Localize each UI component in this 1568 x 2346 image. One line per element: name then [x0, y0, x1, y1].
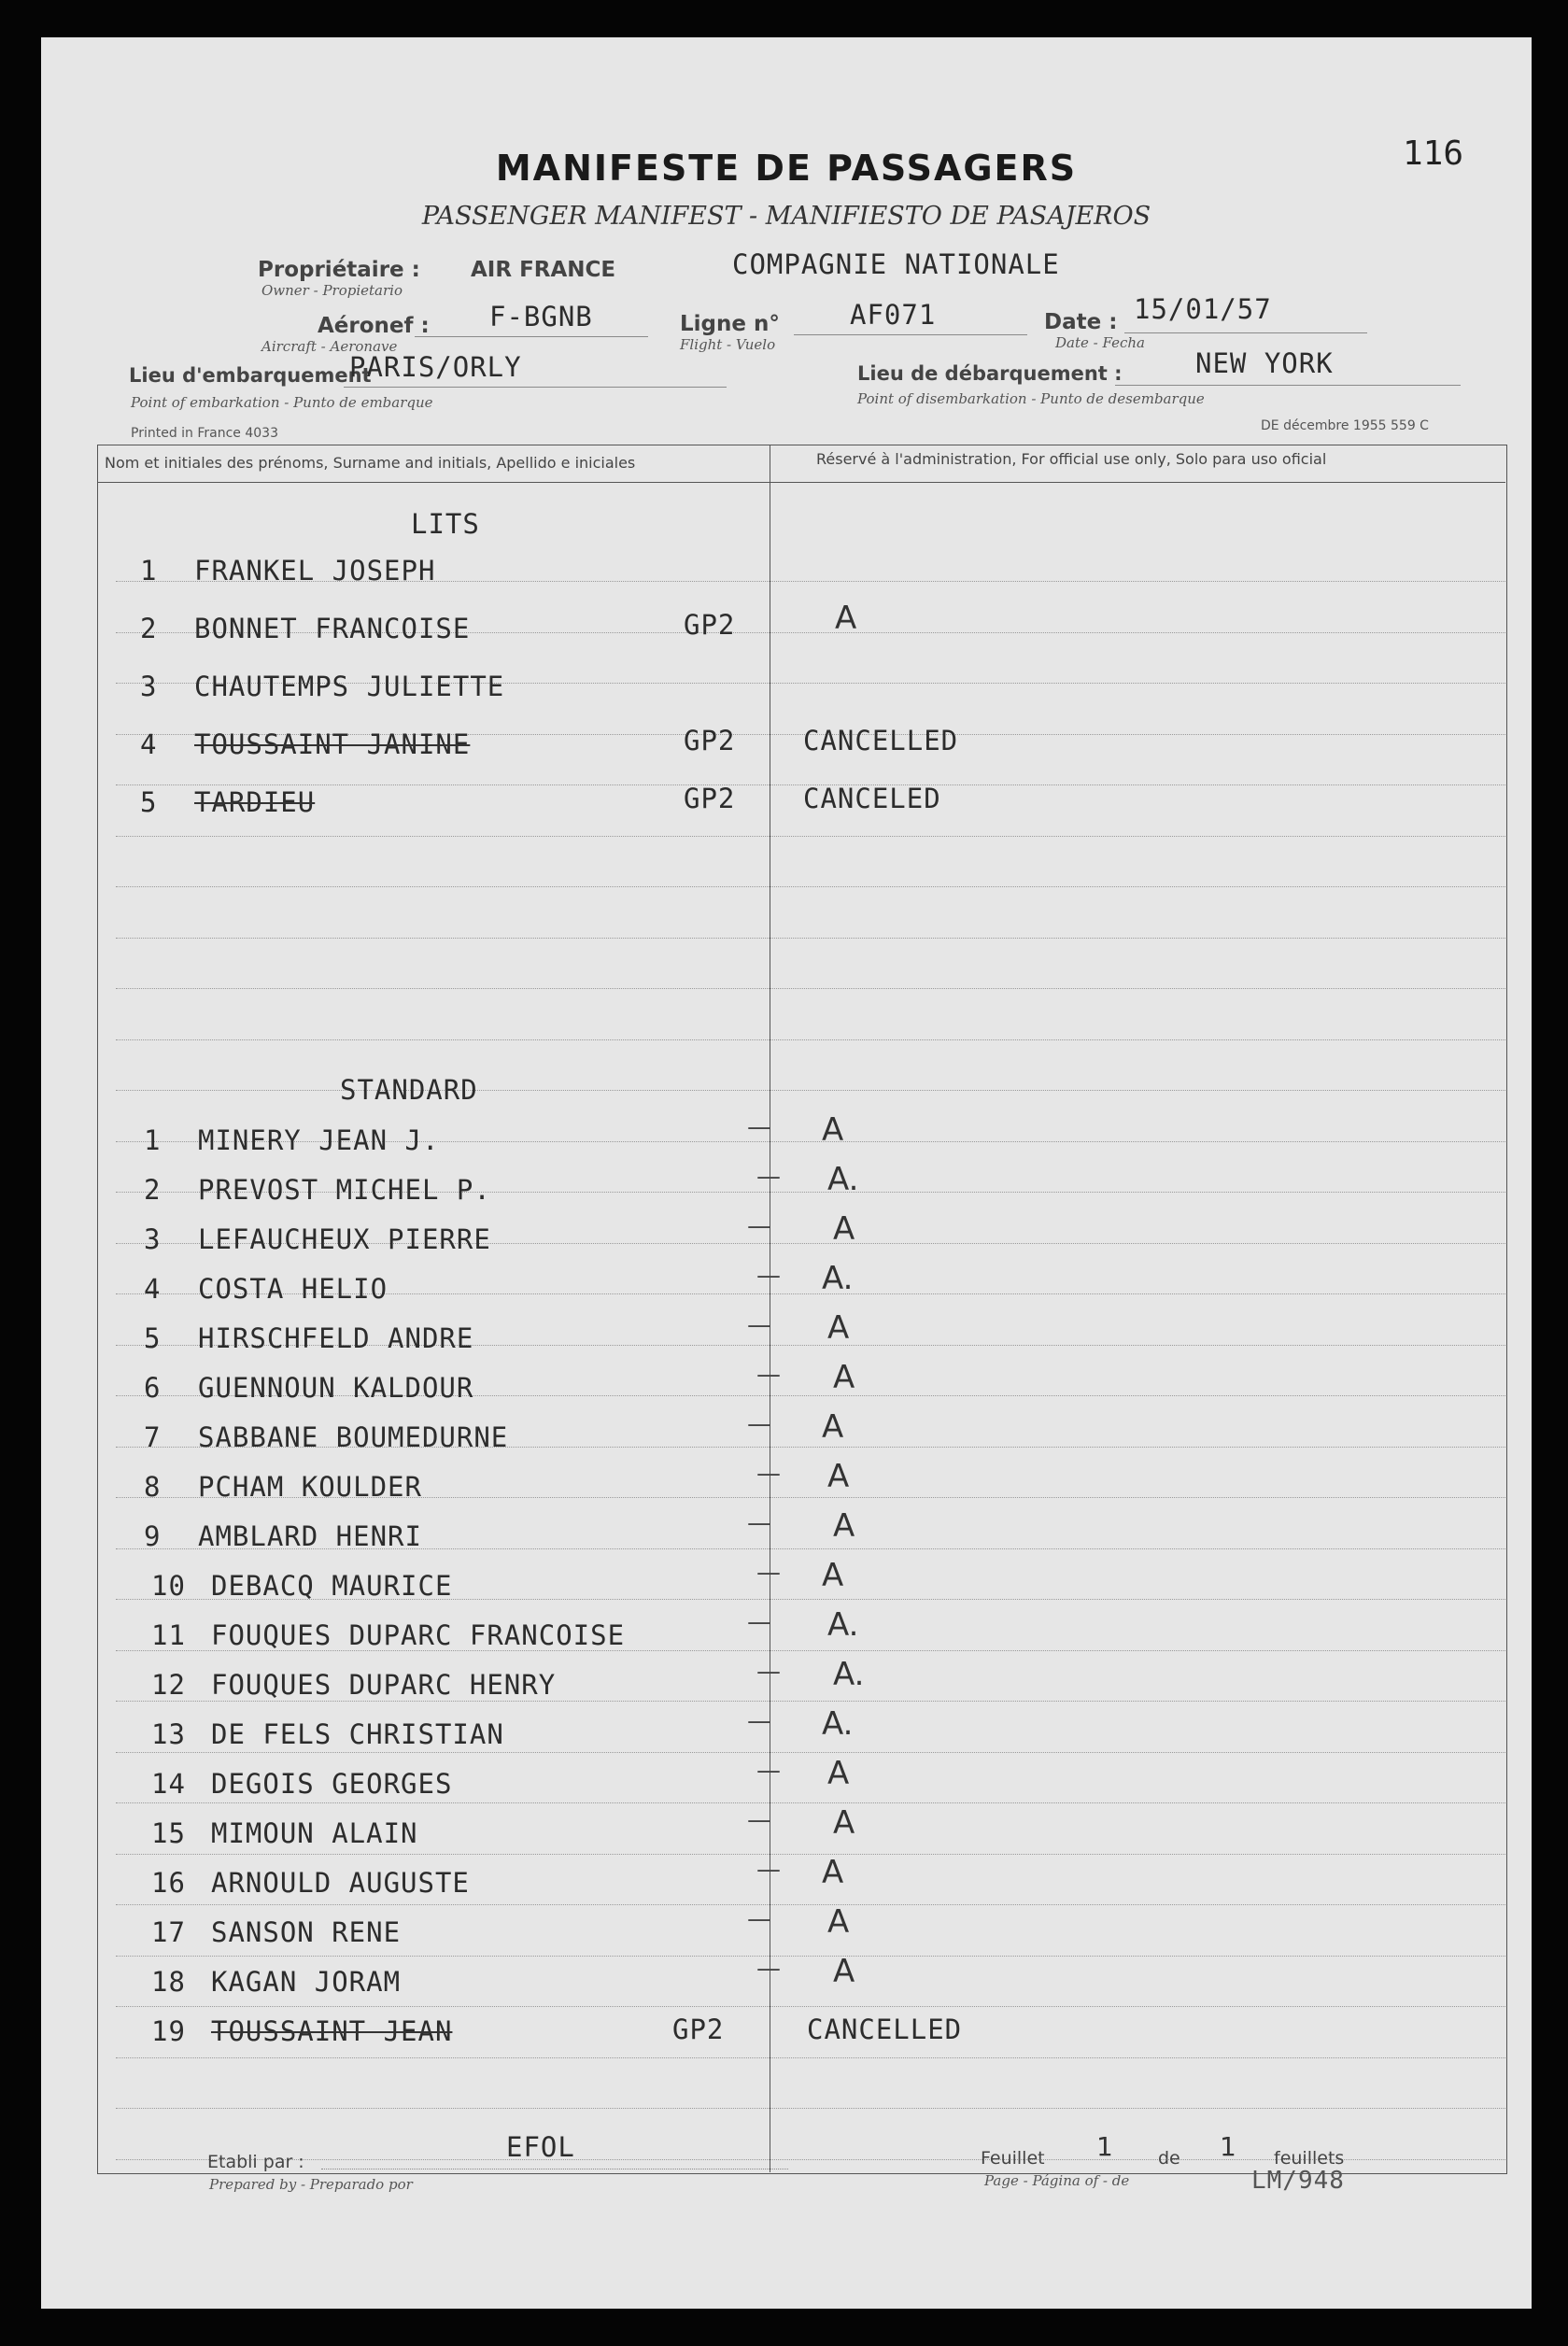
passenger-number: 10 — [151, 1570, 186, 1602]
tick-mark: — — [747, 1608, 771, 1636]
passenger-name: KAGAN JORAM — [211, 1966, 402, 1998]
prepared-sub: Prepared by - Preparado por — [209, 2176, 413, 2193]
passenger-name: GUENNOUN KALDOUR — [198, 1372, 474, 1404]
passenger-number: 12 — [151, 1669, 186, 1701]
passenger-number: 5 — [140, 786, 158, 818]
admin-mark: A — [827, 1903, 850, 1941]
passenger-name: ARNOULD AUGUSTE — [211, 1867, 470, 1899]
passenger-number: 7 — [144, 1421, 162, 1453]
ruled-line — [116, 989, 1505, 1040]
tick-mark: — — [756, 1559, 781, 1587]
disembarkation-sub: Point of disembarkation - Punto de desembarque — [857, 390, 1205, 407]
admin-mark: A. — [833, 1656, 865, 1693]
owner-label: Propriétaire : — [258, 258, 420, 282]
aircraft-sub: Aircraft - Aeronave — [261, 338, 398, 355]
passenger-name: SABBANE BOUMEDURNE — [198, 1421, 509, 1453]
page-number: 116 — [1403, 134, 1464, 173]
tick-mark: — — [747, 1905, 771, 1933]
ruled-line — [116, 2057, 1505, 2109]
passenger-number: 2 — [144, 1174, 162, 1206]
owner-sub: Owner - Propietario — [261, 282, 403, 299]
passenger-name: MINERY JEAN J. — [198, 1124, 440, 1156]
aircraft-label: Aéronef : — [318, 314, 430, 338]
tick-mark: — — [747, 1410, 771, 1438]
admin-mark: A. — [822, 1705, 854, 1743]
passenger-name: LEFAUCHEUX PIERRE — [198, 1223, 491, 1255]
passenger-number: 1 — [144, 1124, 162, 1156]
admin-mark: A — [833, 1804, 855, 1842]
ruled-line — [116, 1039, 1505, 1091]
passenger-number: 15 — [151, 1817, 186, 1849]
flight-sub: Flight - Vuelo — [680, 336, 776, 353]
admin-mark: A — [822, 1557, 844, 1594]
tick-mark: — — [756, 1361, 781, 1389]
ruled-line — [116, 887, 1505, 939]
admin-mark: A — [833, 1507, 855, 1545]
ruled-line — [116, 836, 1505, 887]
manifest-subtitle: PASSENGER MANIFEST - MANIFIESTO DE PASAJEROS — [421, 202, 1151, 231]
sheet-of-label: de — [1158, 2148, 1180, 2169]
admin-mark: A — [827, 1458, 850, 1495]
admin-mark: A — [833, 1953, 855, 1990]
passenger-name: TARDIEU — [194, 786, 316, 818]
tick-mark: — — [747, 1311, 771, 1339]
passenger-number: 3 — [140, 671, 158, 702]
passenger-name: TOUSSAINT JEAN — [211, 2015, 453, 2047]
passenger-name: DE FELS CHRISTIAN — [211, 1718, 504, 1750]
passenger-name: PCHAM KOULDER — [198, 1471, 422, 1503]
passenger-number: 4 — [140, 728, 158, 760]
admin-mark: A — [833, 1210, 855, 1248]
tick-mark: — — [747, 1212, 771, 1240]
passenger-number: 16 — [151, 1867, 186, 1899]
section-lits: LITS — [411, 508, 480, 540]
section-standard: STANDARD — [340, 1074, 478, 1106]
manifest-title: MANIFESTE DE PASSAGERS — [495, 148, 1078, 189]
passenger-number: 13 — [151, 1718, 186, 1750]
passenger-name: CHAUTEMPS JULIETTE — [194, 671, 505, 702]
admin-mark: A. — [827, 1606, 859, 1644]
sheet-label: Feuillet — [981, 2148, 1045, 2169]
passenger-code: GP2 — [684, 783, 736, 814]
passenger-number: 14 — [151, 1768, 186, 1800]
tick-mark: — — [756, 1658, 781, 1686]
embarkation-sub: Point of embarkation - Punto de embarque — [131, 394, 433, 411]
date-label: Date : — [1044, 310, 1118, 334]
passenger-number: 4 — [144, 1273, 162, 1305]
passenger-number: 19 — [151, 2015, 186, 2047]
passenger-name: FOUQUES DUPARC HENRY — [211, 1669, 557, 1701]
embarkation-value: PARIS/ORLY — [349, 351, 522, 383]
printed-note: Printed in France 4033 — [131, 426, 278, 441]
tick-mark: — — [756, 1262, 781, 1290]
tick-mark: — — [756, 1757, 781, 1785]
flight-label: Ligne n° — [680, 312, 780, 336]
admin-mark: A — [822, 1854, 844, 1891]
passenger-number: 3 — [144, 1223, 162, 1255]
owner-value: AIR FRANCE — [471, 258, 616, 282]
passenger-number: 5 — [144, 1322, 162, 1354]
passenger-number: 6 — [144, 1372, 162, 1404]
flight-value: AF071 — [850, 299, 937, 331]
tick-mark: — — [747, 1509, 771, 1537]
passenger-code: GP2 — [672, 2014, 725, 2045]
passenger-number: 9 — [144, 1520, 162, 1552]
passenger-name: HIRSCHFELD ANDRE — [198, 1322, 474, 1354]
passenger-code: GP2 — [684, 609, 736, 641]
passenger-name: COSTA HELIO — [198, 1273, 388, 1305]
passenger-number: 17 — [151, 1916, 186, 1948]
passenger-name: FRANKEL JOSEPH — [194, 555, 436, 586]
tick-mark: — — [756, 1460, 781, 1488]
passenger-number: 11 — [151, 1619, 186, 1651]
form-reference: DE décembre 1955 559 C — [1261, 418, 1429, 433]
passenger-name: DEBACQ MAURICE — [211, 1570, 453, 1602]
passenger-name: MIMOUN ALAIN — [211, 1817, 418, 1849]
sheet-total-label: feuillets — [1274, 2148, 1345, 2169]
passenger-name: PREVOST MICHEL P. — [198, 1174, 491, 1206]
prepared-label: Etabli par : — [207, 2152, 304, 2172]
passenger-number: 1 — [140, 555, 158, 586]
passenger-name: TOUSSAINT JANINE — [194, 728, 471, 760]
admin-status: CANCELLED — [803, 725, 959, 756]
admin-mark: A. — [822, 1260, 854, 1297]
admin-status: CANCELED — [803, 783, 941, 814]
ruled-line — [116, 938, 1505, 989]
aircraft-value: F-BGNB — [489, 301, 593, 332]
tick-mark: — — [756, 1163, 781, 1191]
admin-mark: A. — [827, 1161, 859, 1198]
admin-mark: A — [833, 1359, 855, 1396]
owner-company: COMPAGNIE NATIONALE — [732, 248, 1060, 280]
column-header-names: Nom et initiales des prénoms, Surname and initials, Apellido e iniciales — [105, 454, 636, 472]
tick-mark: — — [756, 1856, 781, 1884]
passenger-number: 8 — [144, 1471, 162, 1503]
admin-mark: A — [822, 1408, 844, 1446]
admin-mark: A — [827, 1755, 850, 1792]
sheet-page: 1 — [1096, 2131, 1113, 2162]
admin-status: CANCELLED — [807, 2014, 963, 2045]
disembarkation-value: NEW YORK — [1195, 347, 1334, 379]
passenger-name: BONNET FRANCOISE — [194, 613, 471, 644]
tick-mark: — — [747, 1707, 771, 1735]
admin-mark: A — [822, 1111, 844, 1149]
admin-mark: A — [835, 600, 857, 637]
sheet-total: 1 — [1220, 2131, 1236, 2162]
date-value: 15/01/57 — [1134, 293, 1272, 325]
passenger-name: AMBLARD HENRI — [198, 1520, 422, 1552]
column-header-admin: Réservé à l'administration, For official use only, Solo para uso oficial — [816, 450, 1327, 468]
tick-mark: — — [756, 1955, 781, 1983]
passenger-name: SANSON RENE — [211, 1916, 402, 1948]
sheet-sub: Page - Página of - de — [984, 2172, 1130, 2189]
passenger-number: 18 — [151, 1966, 186, 1998]
disembarkation-label: Lieu de débarquement : — [857, 362, 1123, 385]
tick-mark: — — [747, 1806, 771, 1834]
embarkation-label: Lieu d'embarquement — [129, 364, 372, 387]
passenger-name: FOUQUES DUPARC FRANCOISE — [211, 1619, 626, 1651]
passenger-name: DEGOIS GEORGES — [211, 1768, 453, 1800]
manifest-sheet — [41, 37, 1532, 2309]
prepared-value: EFOL — [506, 2131, 575, 2163]
passenger-code: GP2 — [684, 725, 736, 756]
tick-mark: — — [747, 1113, 771, 1141]
admin-mark: A — [827, 1309, 850, 1347]
date-sub: Date - Fecha — [1055, 334, 1145, 351]
passenger-number: 2 — [140, 613, 158, 644]
sheet-reference: LM/948 — [1251, 2167, 1345, 2195]
